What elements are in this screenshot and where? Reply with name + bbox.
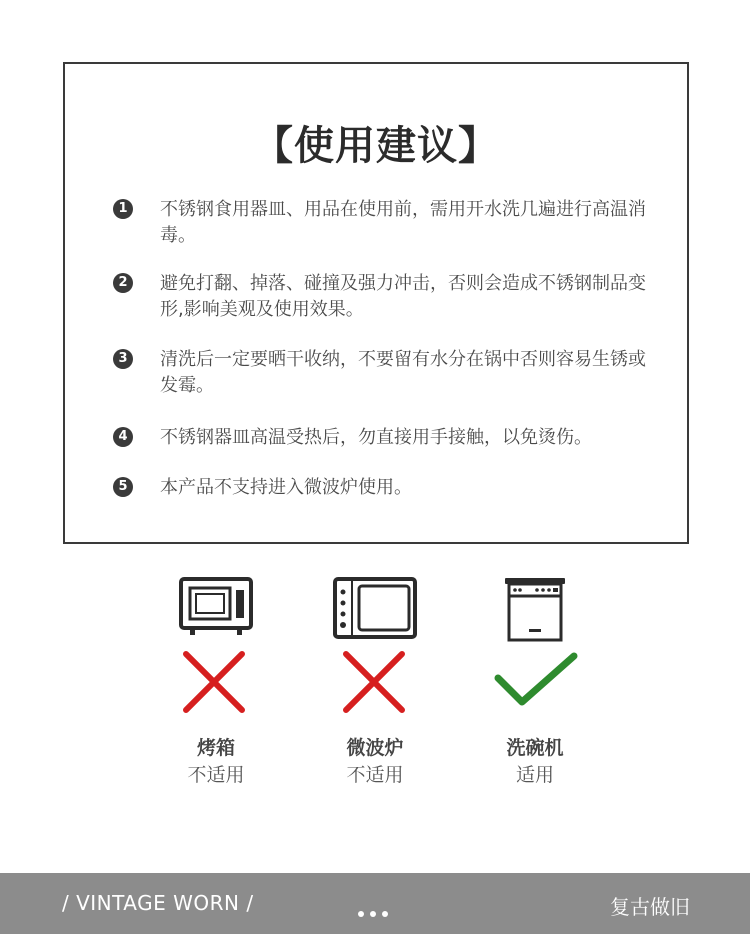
microwave-card [300, 576, 450, 640]
tip-text: 不锈钢器皿高温受热后，勿直接用手接触，以免烫伤。 [160, 427, 592, 448]
usage-tips-panel [63, 62, 689, 544]
suitability-status: 不适用 [346, 764, 404, 786]
tip-text: 不锈钢食用器皿、用品在使用前，需用开水洗几遍进行高温消毒。 [160, 199, 646, 246]
footer-bar [0, 873, 750, 934]
appliance-name: 微波炉 [346, 737, 404, 759]
tip-text: 避免打翻、掉落、碰撞及强力冲击，否则会造成不锈钢制品变形,影响美观及使用效果。 [160, 273, 646, 320]
oven-icon [178, 576, 254, 638]
cross-icon [342, 650, 406, 714]
number-badge: 2 [113, 273, 133, 293]
number-badge: 5 [113, 477, 133, 497]
dishwasher-icon [503, 576, 567, 642]
microwave-icon [332, 576, 418, 640]
suitability-status: 不适用 [187, 764, 245, 786]
cross-icon [182, 650, 246, 714]
appliance-name: 烤箱 [196, 737, 235, 759]
number-badge: 4 [113, 427, 133, 447]
tip-text: 清洗后一定要晒干收纳，不要留有水分在锅中否则容易生锈或发霉。 [160, 349, 646, 396]
number-badge: 1 [113, 199, 133, 219]
appliance-name: 洗碗机 [506, 737, 564, 759]
footer-style-label: 复古做旧 [610, 895, 690, 919]
suitability-status: 适用 [515, 764, 554, 786]
checkmark-icon [494, 652, 578, 710]
dots-icon [358, 902, 394, 921]
panel-title: 【使用建议】 [253, 123, 499, 169]
footer-tagline: / VINTAGE WORN / [62, 891, 254, 915]
number-badge: 3 [113, 349, 133, 369]
oven-card [141, 576, 291, 638]
dishwasher-card [460, 576, 610, 642]
tip-text: 本产品不支持进入微波炉使用。 [160, 477, 412, 498]
